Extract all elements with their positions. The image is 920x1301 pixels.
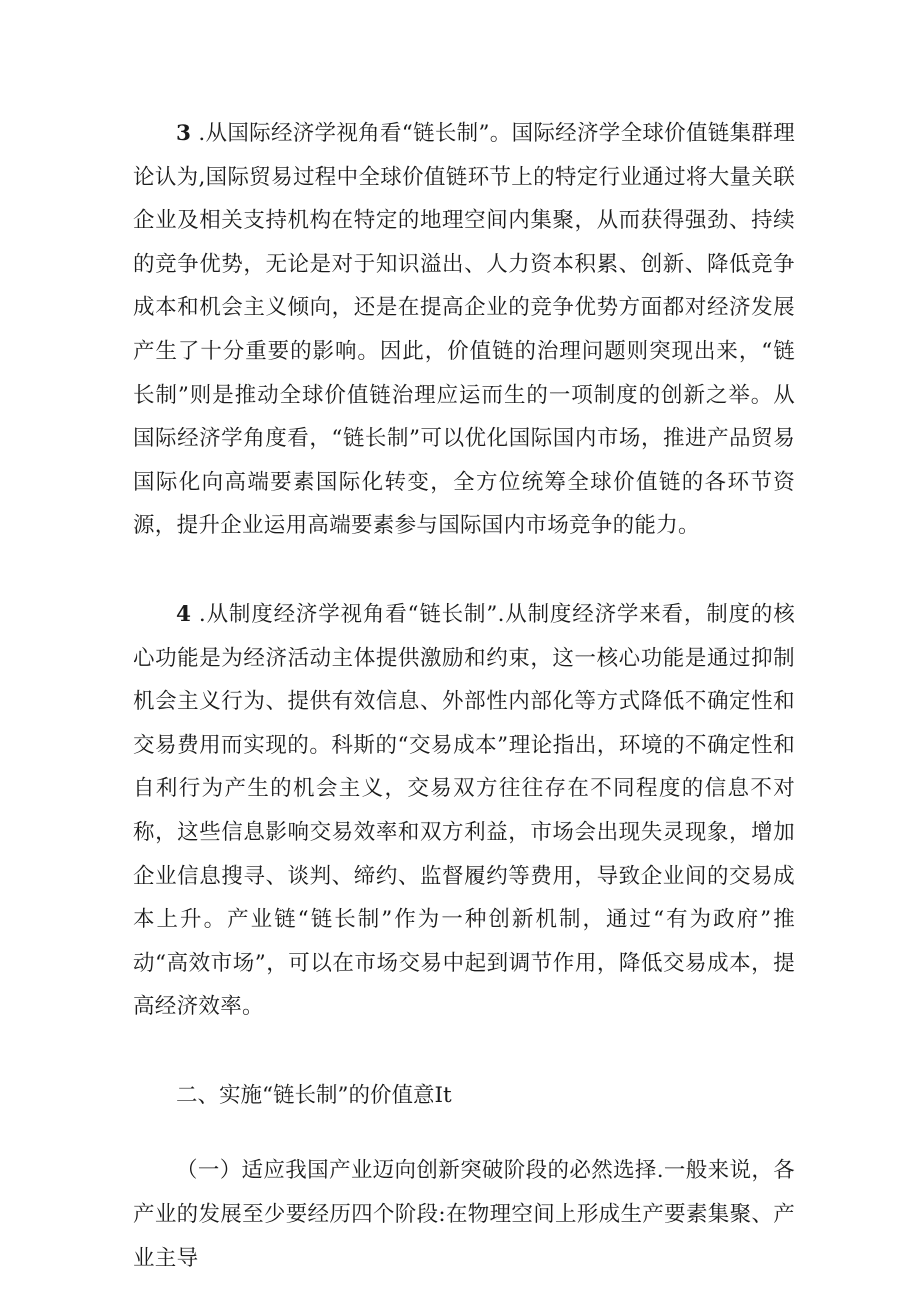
document-page — [133, 112, 795, 1280]
subsection-paragraph: （一）适应我国产业迈向创新突破阶段的必然选择.一般来说，各产业的发展至少要经历四个阶段:在物理空间上形成生产要素集聚、产业主导 — [133, 1158, 795, 1271]
paragraph-number: 3 — [176, 121, 192, 146]
paragraph-3 — [133, 112, 795, 548]
paragraph-4 — [133, 593, 795, 1029]
section-heading: 二、实施“链长制”的价值意It — [176, 1082, 452, 1108]
paragraph-text: .从制度经济学视角看“链长制”.从制度经济学来看，制度的核心功能是为经济活动主体提供激励和约束，这一核心功能是通过抑制机会主义行为、提供有效信息、外部性内部化等方式降低不确定性和交易费用而实现的。科斯的“交易成本”理论指出，环境的不确定性和自利行为产生的机会主义，交易双方往往存在不同程度的信息不对称，这些信息影响交易效率和双方利益，市场会出现失灵现象，增加企业信息搜寻、谈判、缔约、监督履约等费用，导致企业间的交易成本上升。产业链“链长制”作为一种创新机制，通过“有为政府”推动“高效市场”，可以在市场交易中起到调节作用，降低交易成本，提高经济效率。 — [133, 601, 795, 1020]
paragraph-number: 4 — [176, 601, 192, 627]
paragraph-text: .从国际经济学视角看“链长制”。国际经济学全球价值链集群理论认为,国际贸易过程中全球价值链环节上的特定行业通过将大量关联企业及相关支持机构在特定的地理空间内集聚，从而获得强劲、持续的竞争优势，无论是对于知识溢出、人力资本积累、创新、降低竞争成本和机会主义倾向，还是在提高企业的竞争优势方面都对经济发展产生了十分重要的影响。因此，价值链的治理问题则突现出来，“链长制”则是推动全球价值链治理应运而生的一项制度的创新之举。从国际经济学角度看，“链长制”可以优化国际国内市场，推进产品贸易国际化向高端要素国际化转变，全方位统筹全球价值链的各环节资源，提升企业运用高端要素参与国际国内市场竞争的能力。 — [133, 121, 795, 539]
